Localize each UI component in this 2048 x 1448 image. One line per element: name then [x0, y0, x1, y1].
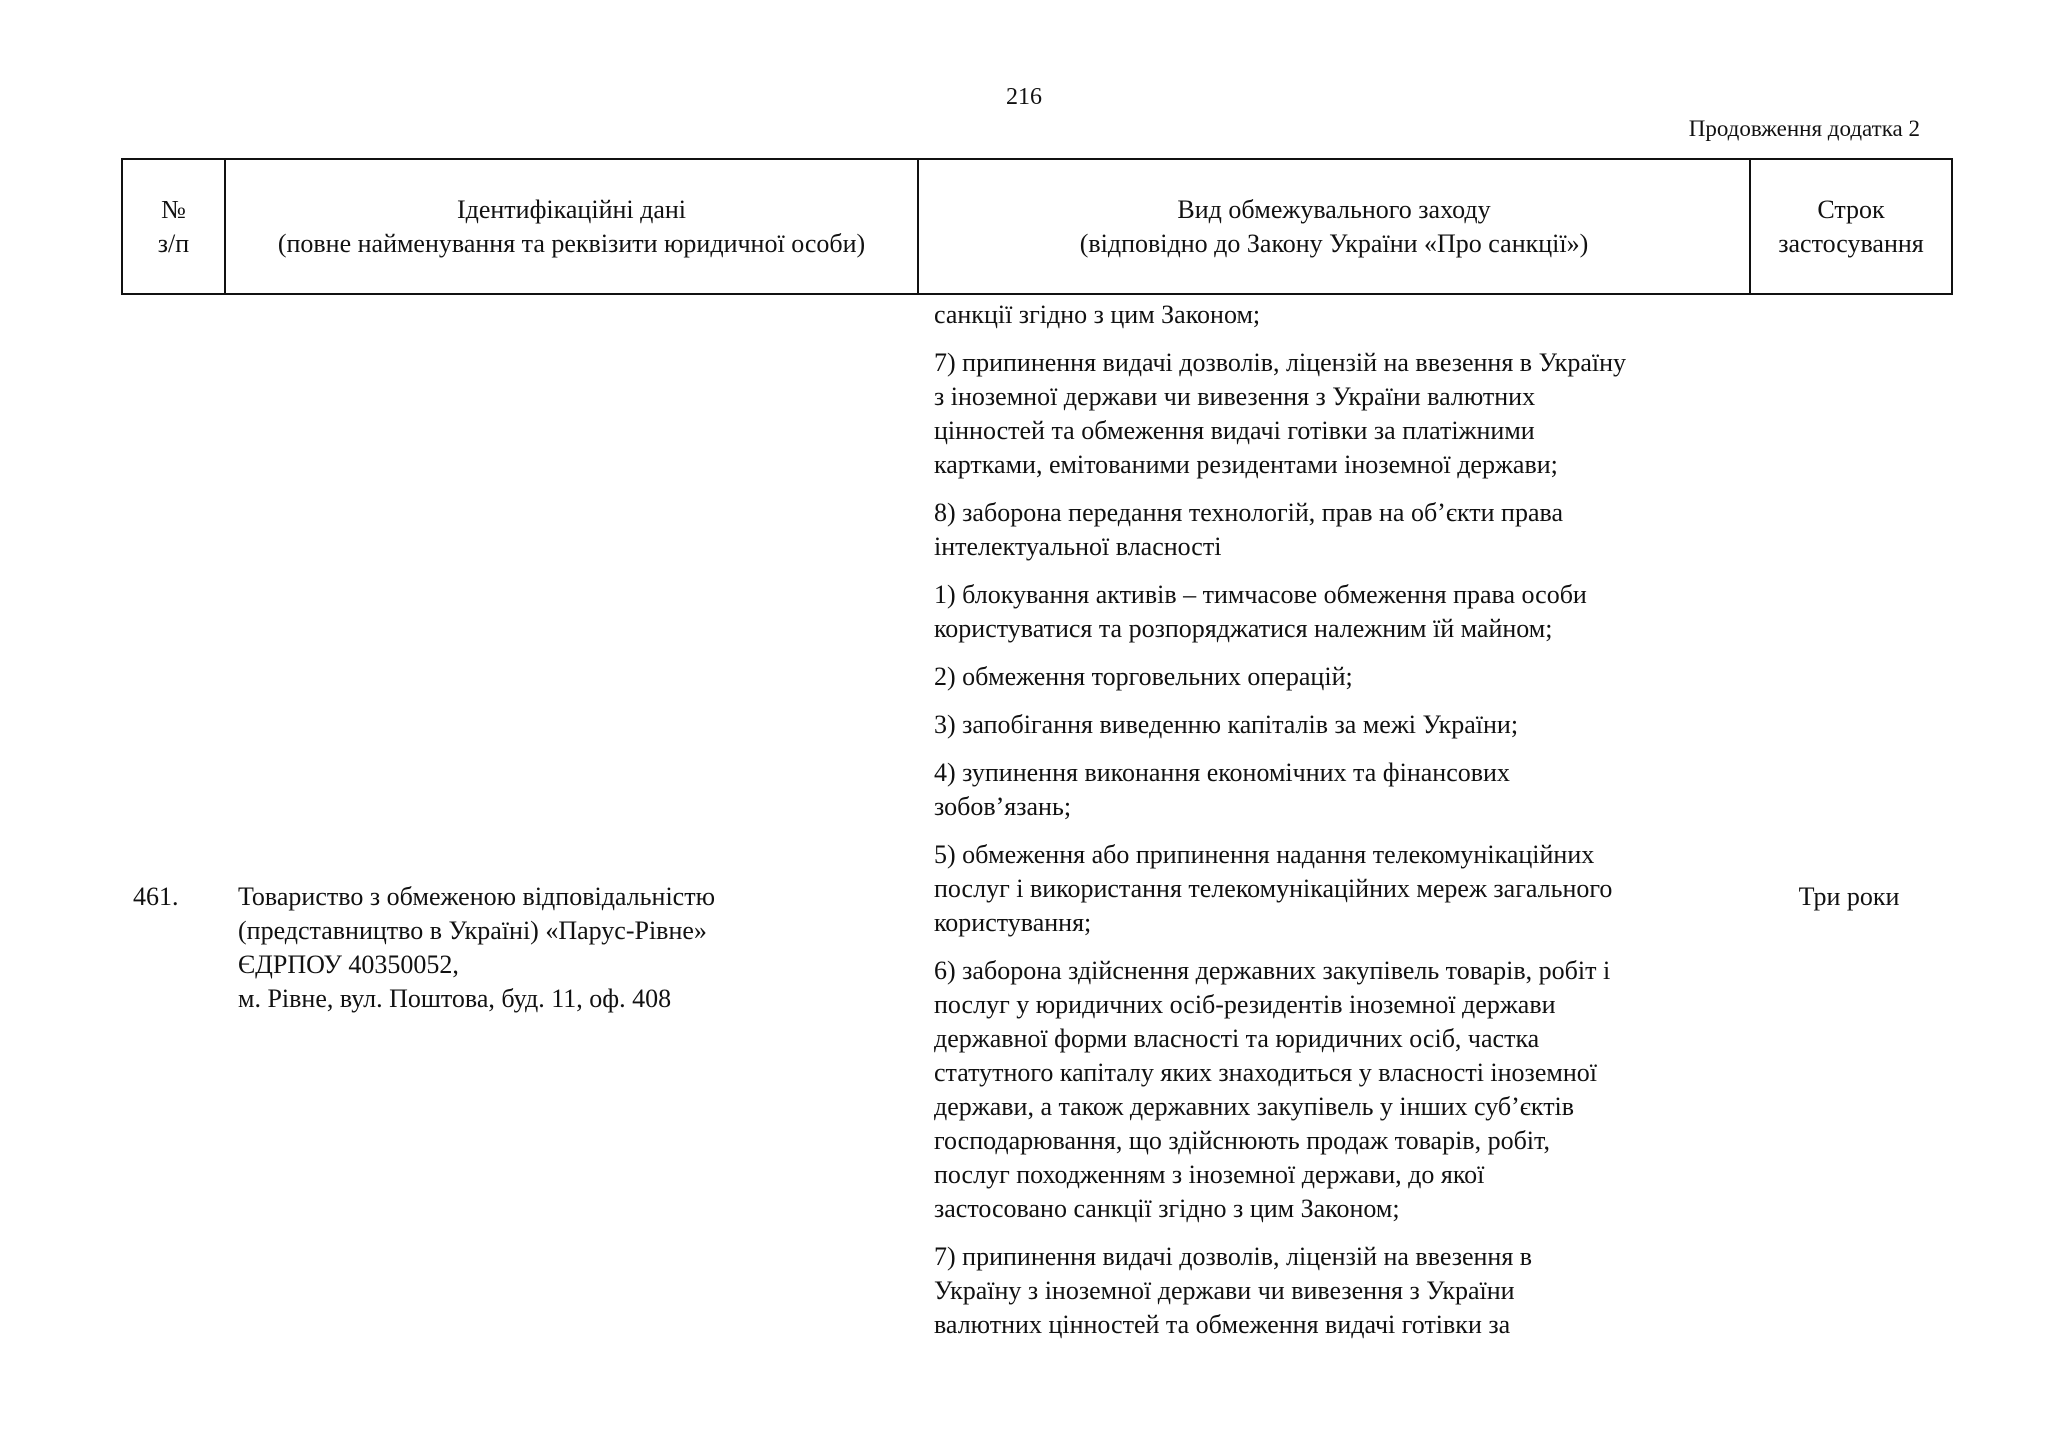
measure-line: 6) заборона здійснення державних закупівель товарів, робіт і	[934, 956, 1611, 985]
measure-line: послуг походженням з іноземної держави, до якої	[934, 1160, 1485, 1189]
header-col-identification-line: Ідентифікаційні дані	[456, 194, 687, 224]
measure-line: користування;	[934, 908, 1092, 937]
measure-line: 2) обмеження торговельних операцій;	[934, 662, 1353, 691]
measure-item	[934, 756, 1754, 824]
header-col-term	[1751, 160, 1951, 293]
measure-item	[934, 1240, 1754, 1342]
measure-item	[934, 660, 1754, 694]
entity-details-line: ЄДРПОУ 40350052,	[238, 950, 459, 979]
measure-line: господарювання, що здійснюють продаж товарів, робіт,	[934, 1126, 1550, 1155]
measure-line: статутного капіталу яких знаходиться у власності іноземної	[934, 1058, 1597, 1087]
measure-line: послуг і використання телекомунікаційних мереж загального	[934, 874, 1613, 903]
measure-line: Україну з іноземної держави чи вивезення з України	[934, 1276, 1515, 1305]
measure-item	[934, 838, 1754, 940]
measures-list	[934, 298, 1754, 1356]
entity-details-line: Товариство з обмеженою відповідальністю	[238, 882, 715, 911]
measure-line: цінностей та обмеження видачі готівки за платіжними	[934, 416, 1535, 445]
header-col-identification	[226, 160, 919, 293]
measure-line: санкції згідно з цим Законом;	[934, 300, 1261, 329]
header-col-number	[123, 160, 226, 293]
header-col-term-line: Строк	[1817, 194, 1885, 224]
entity-details-line: (представництво в Україні) «Парус-Рівне»	[238, 916, 707, 945]
measure-line: послуг у юридичних осіб-резидентів іноземної держави	[934, 990, 1556, 1019]
measure-line: застосовано санкції згідно з цим Законом;	[934, 1194, 1400, 1223]
measure-line: картками, емітованими резидентами іноземної держави;	[934, 450, 1558, 479]
measure-item	[934, 346, 1754, 482]
measure-item	[934, 298, 1754, 332]
header-col-number-line: №	[161, 194, 186, 224]
measure-line: з іноземної держави чи вивезення з України валютних	[934, 382, 1536, 411]
header-col-measure-type-line: Вид обмежувального заходу	[1177, 194, 1491, 224]
measure-line: 7) припинення видачі дозволів, ліцензій на ввезення в Україну	[934, 348, 1626, 377]
entity-details-line: м. Рівне, вул. Поштова, буд. 11, оф. 408	[238, 984, 672, 1013]
measure-line: державної форми власності та юридичних осіб, частка	[934, 1024, 1540, 1053]
table-header	[121, 158, 1953, 295]
measure-item	[934, 578, 1754, 646]
header-col-term-line: застосування	[1778, 228, 1924, 258]
measure-line: інтелектуальної власності	[934, 532, 1222, 561]
header-col-measure-type	[919, 160, 1751, 293]
continuation-note: Продовження додатка 2	[1688, 116, 1920, 141]
measure-line: 3) запобігання виведенню капіталів за межі України;	[934, 710, 1519, 739]
measure-item	[934, 496, 1754, 564]
measure-item	[934, 954, 1754, 1226]
entry-number: 461.	[133, 882, 179, 911]
page-number: 216	[1006, 84, 1042, 110]
header-col-identification-line: (повне найменування та реквізити юридичної особи)	[277, 228, 866, 258]
measure-line: 4) зупинення виконання економічних та фінансових	[934, 758, 1510, 787]
header-col-number-line: з/п	[157, 228, 190, 258]
measure-line: 1) блокування активів – тимчасове обмеження права особи	[934, 580, 1587, 609]
table-body	[121, 298, 1953, 1428]
measure-item	[934, 708, 1754, 742]
measure-line: валютних цінностей та обмеження видачі готівки за	[934, 1310, 1511, 1339]
measure-line: зобов’язань;	[934, 792, 1072, 821]
entity-details	[238, 880, 898, 1016]
measure-line: 7) припинення видачі дозволів, ліцензій на ввезення в	[934, 1242, 1533, 1271]
measure-line: користуватися та розпоряджатися належним їй майном;	[934, 614, 1553, 643]
header-col-measure-type-line: (відповідно до Закону України «Про санкції»)	[1079, 228, 1589, 258]
measure-line: 8) заборона передання технологій, прав на об’єкти права	[934, 498, 1563, 527]
term-value: Три роки	[1798, 882, 1900, 911]
measure-line: держави, а також державних закупівель у інших суб’єктів	[934, 1092, 1575, 1121]
measure-line: 5) обмеження або припинення надання телекомунікаційних	[934, 840, 1595, 869]
